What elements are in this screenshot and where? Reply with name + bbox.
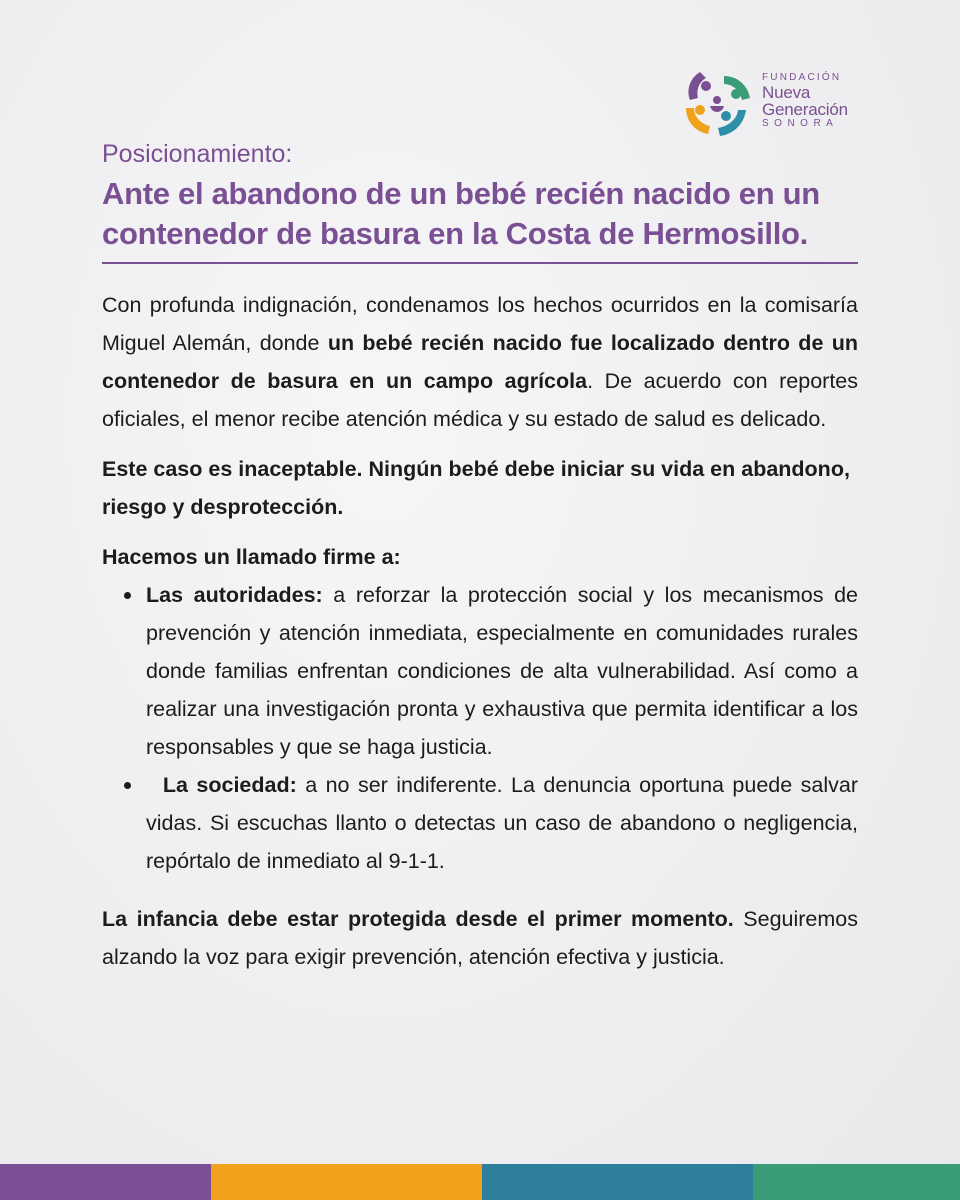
pre-title: Posicionamiento: (102, 140, 293, 168)
people-circle-logo-icon (680, 64, 756, 140)
paragraph-intro-start: Con profunda indignación, condenamos los hechos ocurridos en la comisaría Miguel Alemán, donde (102, 293, 858, 355)
logo-line-fundacion: FUNDACIÓN (762, 72, 842, 83)
list-item-text: a reforzar la protección social y los mecanismos de prevención y atención inmediata, especialmente en comunidades rurales donde familias enfrentan condiciones de alta vulnerabilidad. Así como a realizar una investigación pronta y exhaustiva que permita identificar a los responsables y que se haga justicia. (146, 583, 858, 759)
footer-color-bars (0, 1164, 960, 1200)
bullet-icon (124, 592, 131, 599)
title-divider (102, 262, 858, 264)
body-text (102, 286, 858, 988)
bullet-icon (124, 782, 131, 789)
logo-line-sonora: SONORA (762, 118, 839, 129)
paragraph-intro-bold: un bebé recién nacido fue localizado dentro de un contenedor de basura en un campo agrícola (102, 331, 858, 393)
footer-bar-teal (482, 1164, 753, 1200)
list-item-label: Las autoridades: (146, 583, 323, 607)
paragraph-intro-end: . De acuerdo con reportes oficiales, el menor recibe atención médica y su estado de salud es delicado. (102, 369, 858, 431)
paragraph-statement: Este caso es inaceptable. Ningún bebé debe iniciar su vida en abandono, riesgo y desprotección. (102, 457, 850, 519)
list-item (146, 766, 858, 880)
closing-text: Seguiremos alzando la voz para exigir prevención, atención efectiva y justicia. (102, 907, 858, 969)
footer-bar-purple (0, 1164, 211, 1200)
call-title: Hacemos un llamado firme a: (102, 545, 401, 569)
heading-block (102, 138, 860, 264)
footer-bar-green (753, 1164, 960, 1200)
foundation-logo (680, 64, 860, 142)
list-item-text: a no ser indiferente. La denuncia oportuna puede salvar vidas. Si escuchas llanto o detectas un caso de abandono o negligencia, repórtalo de inmediato al 9-1-1. (146, 773, 858, 873)
logo-line-generacion: Generación (762, 100, 848, 119)
closing-bold: La infancia debe estar protegida desde el primer momento. (102, 907, 734, 931)
logo-text (762, 72, 862, 130)
paragraph-closing (102, 900, 858, 976)
footer-bar-orange (211, 1164, 482, 1200)
call-list (102, 576, 858, 880)
page-title: Ante el abandono de un bebé recién nacido en un contenedor de basura en la Costa de Hermosillo. (102, 176, 820, 251)
logo-line-nueva: Nueva (762, 83, 811, 102)
list-item (146, 576, 858, 766)
paragraph-intro (102, 286, 858, 438)
list-item-label: La sociedad: (162, 773, 297, 797)
